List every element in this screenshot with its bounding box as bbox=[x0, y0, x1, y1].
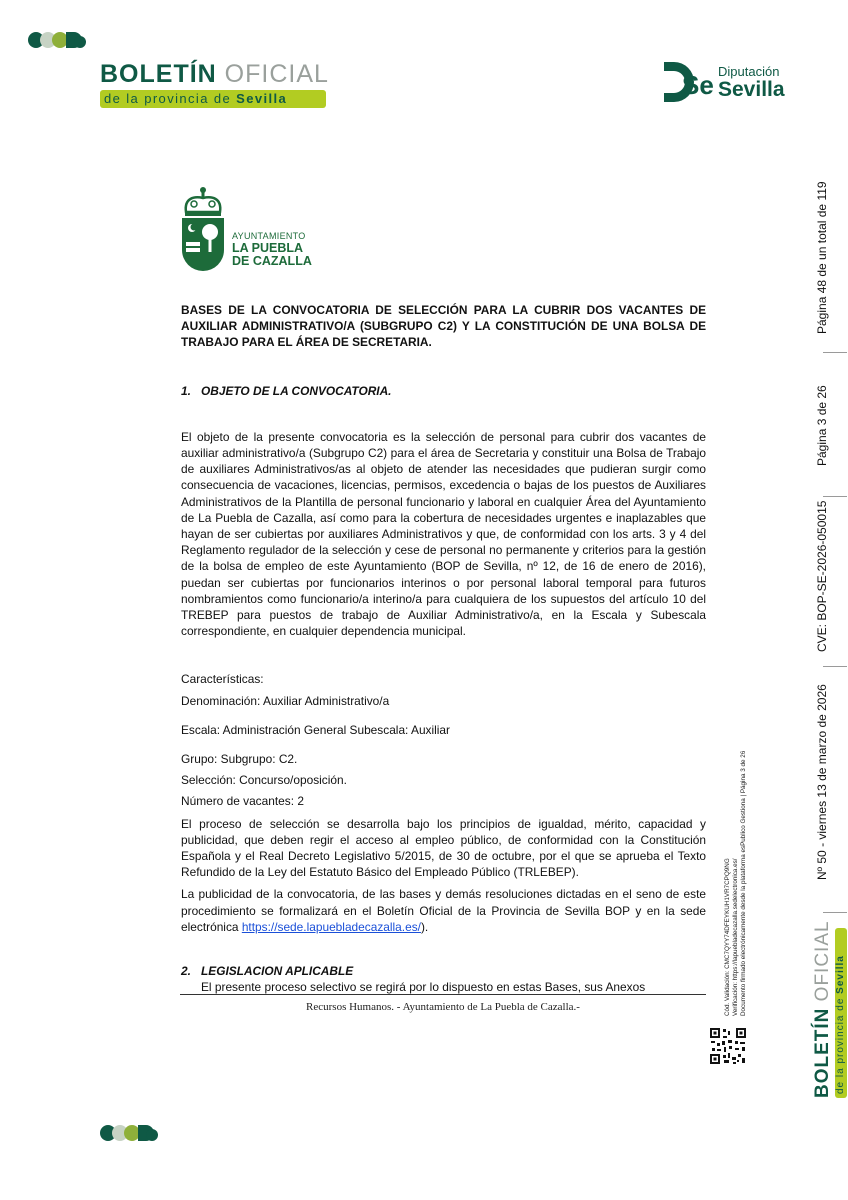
sidebar-divider bbox=[823, 666, 847, 667]
diputacion-logo bbox=[662, 60, 785, 104]
section-1-number: 1. bbox=[181, 383, 191, 398]
decorative-dots-icon bbox=[100, 1123, 160, 1148]
dip-label: Diputación bbox=[718, 63, 780, 79]
seleccion-line: Selección: Concurso/oposición. bbox=[181, 773, 347, 788]
sidebar-divider bbox=[823, 496, 847, 497]
sidebar-cve: CVE: BOP-SE-2026-050015 bbox=[815, 500, 829, 652]
bop-subtitle-bar bbox=[100, 90, 326, 108]
validation-url: Verificación: https://lapuebladecazalla.sedelectronica.es/ bbox=[732, 858, 740, 1016]
ayuntamiento-name-line2: DE CAZALLA bbox=[232, 253, 312, 268]
bop-title-bold: BOLETÍN bbox=[100, 60, 217, 88]
bop-logo bbox=[100, 60, 329, 108]
qr-code-icon bbox=[709, 1027, 747, 1070]
section-2-heading bbox=[181, 963, 706, 979]
legislacion-paragraph: El presente proceso selectivo se regirá por lo dispuesto en estas Bases, sus Anexos bbox=[201, 980, 646, 995]
footer-text: Recursos Humanos. - Ayuntamiento de La Puebla de Cazalla.- bbox=[306, 1001, 580, 1013]
grupo-line: Grupo: Subgrupo: C2. bbox=[181, 752, 298, 767]
decorative-dots-icon bbox=[28, 30, 88, 55]
validation-block bbox=[724, 726, 749, 1016]
sidebar-divider bbox=[823, 912, 847, 913]
ayuntamiento-label: AYUNTAMIENTO bbox=[232, 231, 306, 242]
bop-subtitle-bold: Sevilla bbox=[236, 91, 288, 106]
publicidad-text: La publicidad de la convocatoria, de las bases y demás resoluciones dictadas en el seno de este procedimiento se formalizará en el Boletín Oficial de la Provincia de Sevilla BOP y en la sede electrónica bbox=[181, 887, 706, 934]
sidebar-divider bbox=[823, 352, 847, 353]
sidebar-bop-title-bold: BOLETÍN bbox=[812, 1007, 833, 1098]
document-title: BASES DE LA CONVOCATORIA DE SELECCIÓN PARA LA CUBRIR DOS VACANTES DE AUXILIAR ADMINISTRATIVO/A (SUBGRUPO C2) Y LA CONSTITUCIÓN DE UNA BOLSA DE TRABAJO PARA EL ÁREA DE SECRETARIA. bbox=[181, 303, 706, 350]
diputacion-emblem-icon bbox=[662, 60, 714, 104]
validation-code: Cód. Validación: CMC7QYY74DFEYKUH1VR7CPQ9NG bbox=[724, 858, 731, 1016]
section-2-title: LEGISLACION APLICABLE bbox=[201, 964, 354, 979]
ayuntamiento-name-line1: LA PUEBLA bbox=[232, 240, 304, 255]
document-body bbox=[181, 302, 706, 996]
principles-paragraph: El proceso de selección se desarrolla bajo los principios de igualdad, mérito, capacidad y publicidad, que deben regir el acceso al empleo público, de conformidad con la Constitución Española y el Real Decreto Legislativo 5/2015, de 30 de octubre, por el que se aprueba el Texto Refundido de la Ley del Estatuto Básico del Empleado Público (TRLEBEP). bbox=[181, 816, 706, 880]
footer-divider bbox=[180, 994, 706, 995]
vacantes-line: Número de vacantes: 2 bbox=[181, 794, 304, 809]
sidebar-page-doc: Página 3 de 26 bbox=[815, 385, 829, 466]
sidebar-bop-logo bbox=[812, 920, 847, 1098]
publicidad-paragraph bbox=[181, 886, 706, 935]
bop-title-light: OFICIAL bbox=[224, 60, 329, 88]
coat-of-arms-icon bbox=[180, 186, 226, 272]
sidebar-bop-subtitle-bar bbox=[835, 928, 847, 1098]
section-1-title: OBJETO DE LA CONVOCATORIA. bbox=[201, 383, 392, 398]
sidebar-page-total: Página 48 de un total de 119 bbox=[815, 181, 829, 334]
escala-line: Escala: Administración General Subescala: Auxiliar bbox=[181, 722, 450, 737]
section-1-heading bbox=[181, 383, 706, 399]
ayuntamiento-logo bbox=[180, 186, 312, 272]
sidebar-bop-subtitle: de la provincia de bbox=[835, 997, 846, 1094]
dip-symbol: Se bbox=[682, 70, 714, 100]
sidebar-bop-subtitle-bold: Sevilla bbox=[835, 955, 846, 994]
sidebar-bop-title-light: OFICIAL bbox=[812, 920, 833, 1002]
sede-electronica-link[interactable]: https://sede.lapuebladecazalla.es/ bbox=[241, 919, 421, 934]
denominacion-line: Denominación: Auxiliar Administrativo/a bbox=[181, 693, 390, 708]
section-2-number: 2. bbox=[181, 964, 191, 979]
sidebar-number-date: Nº 50 - viernes 13 de marzo de 2026 bbox=[815, 684, 829, 880]
caracteristicas-label: Características: bbox=[181, 672, 264, 687]
publicidad-text-end: ). bbox=[420, 919, 429, 934]
objeto-paragraph: El objeto de la presente convocatoria es la selección de personal para cubrir dos vacantes de auxiliar administrativo/a (Subgrupo C2) para el área de Secretaria y constituir una Bolsa de Trabajo de auxiliares Administrativos/as al objeto de atender las necesidades que pudieran surgir como consecuencia de vacaciones, licencias, permisos, excedencia o bajas de los puestos de Auxiliares Administrativos de la Plantilla de personal funcionario y laboral en cualquier Área del Ayuntamiento de La Puebla de Cazalla, así como para la cobertura de necesidades urgentes e inaplazables que hayan de ser cubiertas por auxiliares Administrativos y que, de conformidad con los arts. 3 y 4 del Reglamento regulador de la selección y cese de personal no permanente y criterios para la gestión de la bolsa de empleo de este Ayuntamiento (BOP de Sevilla, nº 12, de 16 de enero de 2016), puedan ser cubiertas por funcionarios interinos o por personal laboral temporal para futuros nombramientos como funcionario/a interino/a para cualquiera de los supuestos del artículo 10 del TREBEP para puestos de trabajo de Auxiliar Administrativo/a, en la Escala y Subescala correspondiente, en cualquier dependencia municipal. bbox=[181, 429, 706, 639]
dip-name: Sevilla bbox=[718, 77, 785, 101]
validation-signature: Documento firmado electrónicamente desde la plataforma esPublico Gestiona | Página 3 de 26 bbox=[740, 750, 748, 1016]
bop-subtitle: de la provincia de bbox=[104, 91, 232, 106]
